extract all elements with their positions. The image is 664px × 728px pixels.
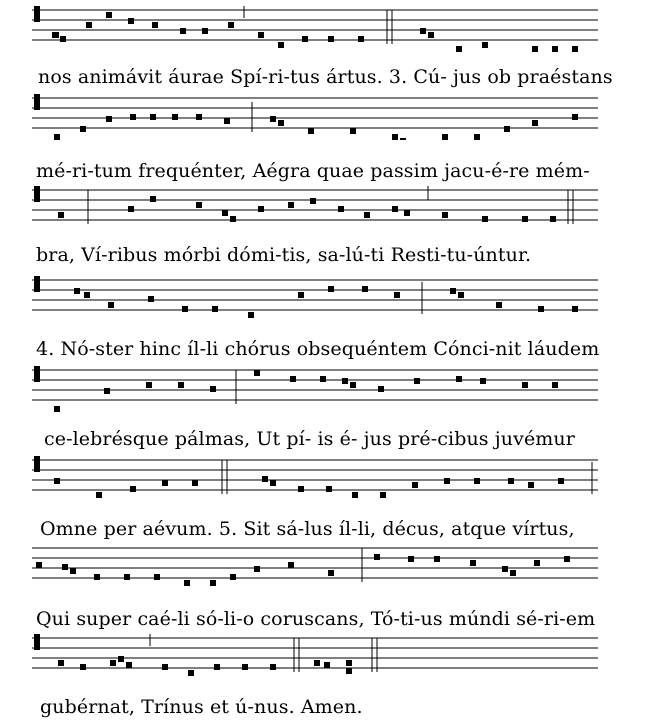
staff-2-notation (32, 94, 598, 140)
lyric-line-8: gubérnat, Trínus et ú-nus. Amen. (40, 696, 363, 718)
lyric-line-6: Omne per aévum. 5. Sit sá-lus íl-li, décus, atque vírtus, (40, 518, 575, 540)
staff-3 (32, 186, 598, 232)
lyric-line-3: bra, Ví-ribus mórbi dómi-tis, sa-lú-ti Resti-tu-úntur. (36, 244, 532, 266)
lyric-line-2: mé-ri-tum frequénter, Aégra quae passim jacu-é-re mém- (36, 160, 590, 182)
staff-8 (32, 634, 598, 680)
staff-7 (32, 544, 598, 590)
staff-1-notation (32, 6, 598, 52)
staff-4-notation (32, 276, 598, 322)
staff-5-notation (32, 366, 598, 412)
staff-6 (32, 456, 598, 502)
staff-2 (32, 94, 598, 140)
staff-3-notation (32, 186, 598, 232)
staff-1 (32, 6, 598, 52)
lyric-line-7: Qui super caé-li só-li-o coruscans, Tó-ti-us múndi sé-ri-em (36, 608, 596, 630)
staff-7-notation (32, 544, 598, 590)
staff-6-notation (32, 456, 598, 502)
staff-8-notation (32, 634, 598, 680)
staff-5 (32, 366, 598, 412)
lyric-line-5: ce-lebrésque pálmas, Ut pí- is é- jus pré-cibus juvémur (44, 428, 575, 450)
staff-4 (32, 276, 598, 322)
lyric-line-4: 4. Nó-ster hinc íl-li chórus obsequéntem Cónci-nit láudem (36, 338, 600, 360)
lyric-line-1: nos animávit áurae Spí-ri-tus ártus. 3. Cú- jus ob praéstans (38, 66, 613, 88)
